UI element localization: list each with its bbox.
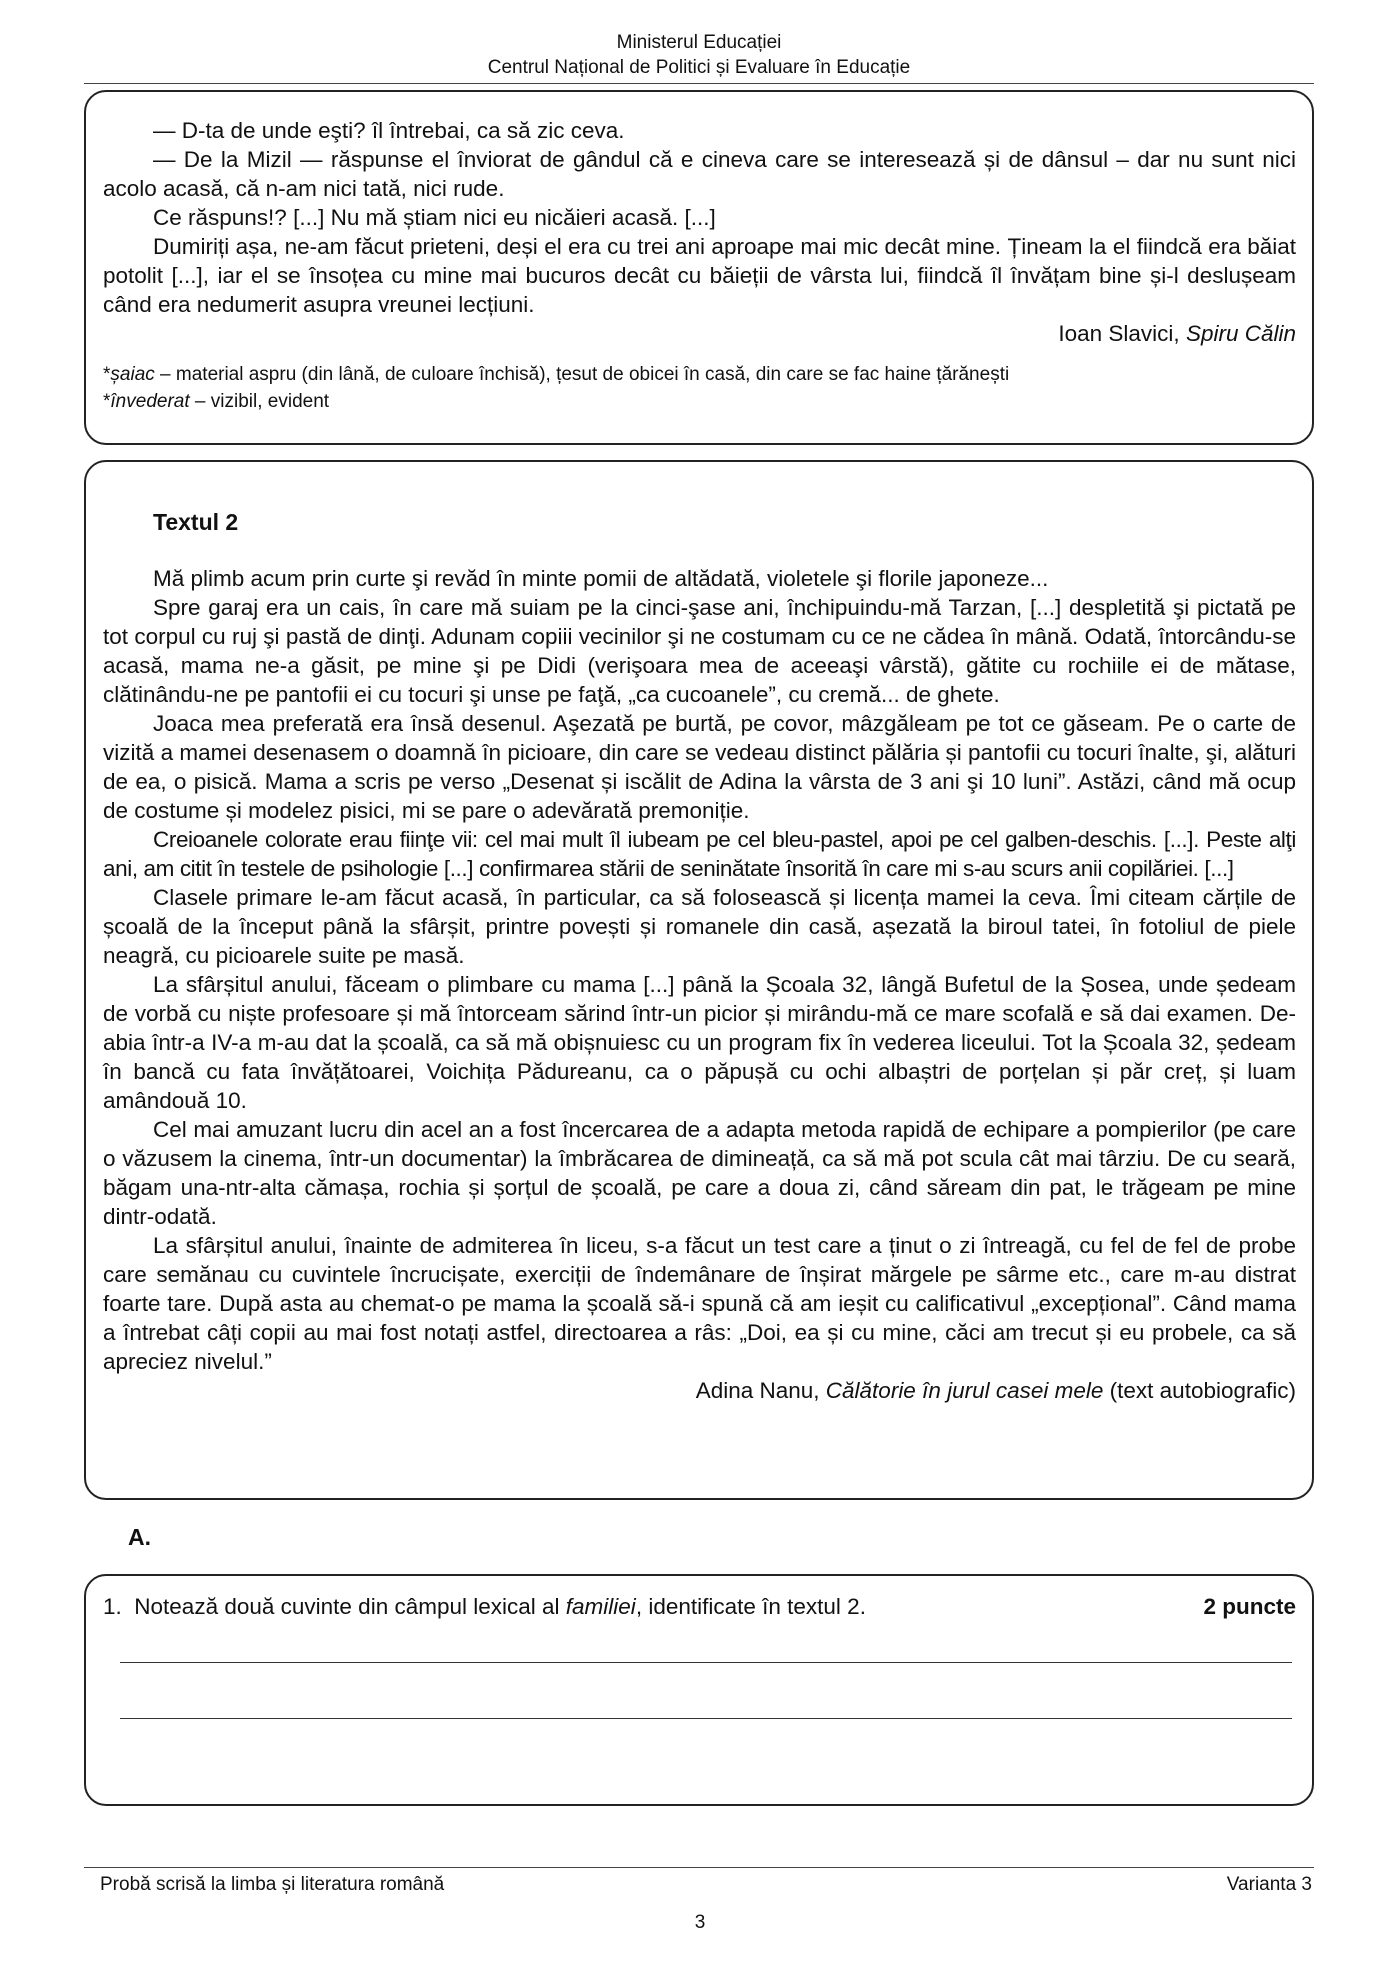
header-divider (84, 83, 1314, 84)
footer-divider (84, 1867, 1314, 1868)
text2-paragraph: Clasele primare le-am făcut acasă, în particular, ca să folosească și licența mamei la ceva. Îmi citeam cărțile de școală de la început până la sfârșit, printre povești și romanele din casă, așezată la biroul tatei, în fotoliul de piele neagră, cu picioarele suite pe masă. (103, 885, 1296, 968)
question-number: 1. (103, 1594, 122, 1619)
text1-paragraph: Dumiriți așa, ne-am făcut prieteni, deși el era cu trei ani aproape mai mic decât mine. Țineam la el fiindcă era băiat potolit [...], iar el se însoțea cu mine mai bucuros decât cu băieții de vârsta lui, fiindcă îl învățam bine și-l deslușeam când era nedumerit asupra vreunei lecțiuni. (103, 234, 1296, 317)
text2-work-title: Călătorie în jurul casei mele (825, 1378, 1104, 1403)
text1-paragraph: Ce răspuns!? [...] Nu mă știam nici eu nicăieri acasă. [...] (153, 205, 716, 230)
section-a-label: A. (128, 1524, 151, 1550)
text2-attribution (103, 1376, 1296, 1405)
text2-author: Adina Nanu, (695, 1378, 826, 1403)
text2-paragraph: Spre garaj era un cais, în care mă suiam pe la cinci-şase ani, închipuindu-mă Tarzan, [...] despletită şi pictată pe tot corpul cu ruj şi pastă de dinţi. Adunam copiii vecinilor şi ne costumam cu ce ne cădea în mână. Odată, întorcându-se acasă, mama ne-a găsit, pe mine şi pe Didi (verişoara mea de aceeaşi vârstă), gătite cu rochiile ei de mătase, clătinându-ne pe pantofii ei cu tocuri şi unse pe faţă, „ca cucoanele”, cu cremă... de ghete. (103, 595, 1296, 707)
text1-box (84, 90, 1314, 445)
text2-paragraph: Creioanele colorate erau fiinţe vii: cel mai mult îl iubeam pe cel bleu-pastel, apoi pe cel galben-deschis. [...]. Peste alţi ani, am citit în testele de psihologie [...] confirmarea stării de seninătate însorită în care mi s-au scurs anii copilăriei. [...] (103, 827, 1296, 881)
text2-paragraph: Mă plimb acum prin curte şi revăd în minte pomii de altădată, violetele şi florile japoneze... (153, 566, 1049, 591)
text1-paragraph: — De la Mizil — răspunse el înviorat de gândul că e cineva care se interesează și de dânsul – dar nu sunt nici acolo acasă, că n-am nici tată, nici rude. (103, 147, 1296, 201)
header-ministry: Ministerul Educației (616, 32, 782, 53)
glossary-note: *șaiac – material aspru (din lână, de culoare închisă), țesut de obicei în casă, din care se fac haine țărănești (103, 364, 1010, 385)
glossary-notes (103, 361, 1296, 415)
answer-line[interactable] (120, 1662, 1292, 1663)
question-1-points: 2 puncte (1203, 1594, 1296, 1619)
footer-exam-title: Probă scrisă la limba și literatura română (100, 1874, 445, 1895)
text2-paragraph: La sfârșitul anului, înainte de admiterea în liceu, s-a făcut un test care a ținut o zi întreagă, cu fel de fel de probe care semănau cu cuvintele încrucișate, exerciții de îndemânare de înșirat mărgele pe sârme etc., care m-au distrat foarte tare. După asta au chemat-o pe mama la școală să-i spună că am ieșit cu calificativul „excepțional”. Când mama a întrebat câți copii au mai fost notați astfel, directoarea a râs: „Doi, ea și cu mine, căci am trecut și eu probele, ca să apreciez nivelul.” (103, 1233, 1296, 1374)
text2-paragraph: Joaca mea preferată era însă desenul. Aşezată pe burtă, pe covor, mâzgăleam pe tot ce găseam. Pe o carte de vizită a mamei desenasem o doamnă în picioare, din care se vedeau distinct pălăria și pantofii cu tocuri înalte, şi, alături de ea, o pisică. Mama a scris pe verso „Desenat și iscălit de Adina la vârsta de 3 ani şi 10 luni”. Astăzi, când mă ocup de costume și modelez pisici, mi se pare o adevărată premoniție. (103, 711, 1296, 823)
text1-author: Ioan Slavici, (1058, 321, 1186, 346)
glossary-note: *învederat – vizibil, evident (103, 391, 330, 412)
text2-paragraph: La sfârșitul anului, făceam o plimbare cu mama [...] până la Școala 32, lângă Bufetul de la Șosea, unde ședeam de vorbă cu niște profesoare și mă întorceam sărind într-un picior și mirându-mă ce mare scofală e să dai examen. De-abia într-a IV-a m-au dat la școală, ca să mă obișnuiesc cu un program fix în vederea liceului. Tot la Școala 32, ședeam în bancă cu fata învățătoarei, Voichița Pădureanu, ca o păpușă cu ochi albaștri de porțelan și păr creț, și luam amândouă 10. (103, 972, 1296, 1113)
text2-box (84, 460, 1314, 1500)
text2-title: Textul 2 (153, 509, 239, 535)
text2-note: (text autobiografic) (1103, 1378, 1296, 1403)
page-number: 3 (694, 1912, 706, 1933)
page-header (84, 30, 1314, 80)
text2-paragraph: Cel mai amuzant lucru din acel an a fost încercarea de a adapta metoda rapidă de echipare a pompierilor (pe care o văzusem la cinema, într-un documentar) la îmbrăcarea de dimineață, ca să mă pot scula cât mai târziu. De cu seară, băgam una-ntr-alta cămașa, rochia și șorțul de școală, pe care a doua zi, când săream din pat, le trăgeam pe mine dintr-odată. (103, 1117, 1296, 1229)
header-center: Centrul Național de Politici și Evaluare în Educație (487, 57, 911, 78)
text1-paragraph: — D-ta de unde eşti? îl întrebai, ca să zic ceva. (153, 118, 625, 143)
question-1-box (84, 1574, 1314, 1806)
question-1 (103, 1576, 1296, 1636)
text1-work-title: Spiru Călin (1185, 321, 1296, 346)
footer-variant: Varianta 3 (1226, 1874, 1312, 1895)
glossary-term: șaiac (110, 364, 155, 385)
glossary-term: învederat (110, 391, 190, 412)
answer-line[interactable] (120, 1718, 1292, 1719)
text1-attribution (103, 319, 1296, 348)
question-1-text: 1. Notează două cuvinte din câmpul lexical al familiei, identificate în textul 2. (103, 1594, 866, 1619)
